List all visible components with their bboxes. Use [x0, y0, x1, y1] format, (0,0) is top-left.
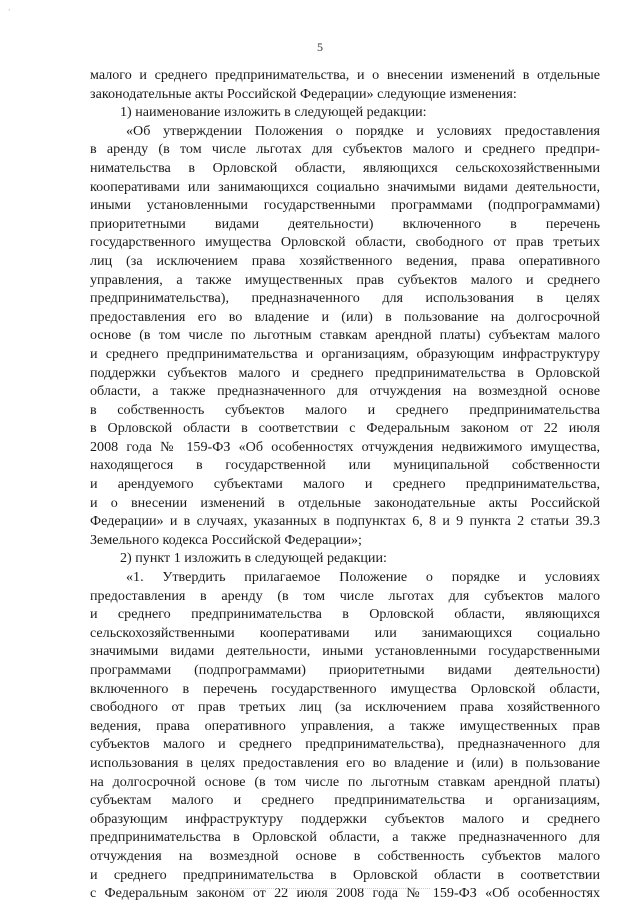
- text-line: свободного от прав третьих лиц (за исключением права хозяйственного: [90, 699, 600, 716]
- text-line: отчуждения на возмездной основе в собственность субъектов малого: [90, 847, 600, 864]
- text-line: с Федеральным законом от 22 июля 2008 года № 159-ФЗ «Об особенностях: [90, 885, 600, 902]
- text-line: основе (в том числе по льготным ставкам арендной платы) субъектам малого: [90, 327, 600, 344]
- text-line: «Об утверждении Положения о порядке и условиях предоставления: [126, 122, 600, 139]
- text-line: кооперативами или занимающихся социально значимыми видами деятельности,: [90, 178, 600, 195]
- text-line: сельскохозяйственными кооперативами или занимающихся социально: [90, 624, 600, 641]
- text-line: использования в целях предоставления его во владение и (или) в пользование: [90, 754, 600, 771]
- text-line: 2008 года № 159-ФЗ «Об особенностях отчуждения недвижимого имущества,: [90, 438, 600, 455]
- text-line: образующим инфраструктуру поддержки субъектов малого и среднего: [90, 810, 600, 827]
- text-line: лиц (за исключением права хозяйственного ведения, права оперативного: [90, 252, 600, 269]
- list-item-2: 2) пункт 1 изложить в следующей редакции:: [120, 550, 387, 567]
- text-line: малого и среднего предпринимательства, и о внесении изменений в отдельные: [90, 67, 600, 83]
- text-line: в аренду (в том числе льготах для субъектов малого и среднего предпри-: [90, 141, 600, 158]
- text-line: предпринимательства), предназначенного для использования в целях: [90, 290, 600, 307]
- text-line: Земельного кодекса Российской Федерации»;: [90, 531, 362, 548]
- text-line: ведения, права оперативного управления, а также имущественных прав: [90, 717, 600, 734]
- text-line: значимыми видами деятельности, иными установленными государственными: [90, 643, 600, 660]
- text-line: иными установленными государственными программами (подпрограммами): [90, 197, 600, 214]
- text-line: в собственность субъектов малого и среднего предпринимательства: [90, 401, 600, 418]
- text-line: субъектам малого и среднего предпринимательства и организациям,: [90, 792, 600, 809]
- text-line: приоритетными видами деятельности) включенного в перечень: [90, 215, 600, 232]
- text-line: и арендуемого субъектами малого и среднего предпринимательства,: [90, 476, 600, 493]
- text-line: предоставления в аренду (в том числе льготах для субъектов малого: [90, 587, 600, 604]
- text-line: субъектов малого и среднего предпринимательства), предназначенного для: [90, 736, 600, 753]
- text-line: предпринимательства в Орловской области, а также предназначенного для: [90, 829, 600, 846]
- text-line: находящегося в государственной или муниципальной собственности: [90, 457, 600, 474]
- corner-mark: ˊ: [8, 8, 11, 17]
- text-line: включенного в перечень государственного имущества Орловской области,: [90, 680, 600, 697]
- text-line: и среднего предпринимательства в Орловской области, являющихся: [90, 606, 600, 623]
- text-line: «1. Утвердить прилагаемое Положение о порядке и условиях: [126, 569, 600, 586]
- list-item-1: 1) наименование изложить в следующей редакции:: [120, 104, 427, 121]
- text-line: программами (подпрограммами) приоритетными видами деятельности): [90, 662, 600, 678]
- text-line: области, а также предназначенного для отчуждения на возмездной основе: [90, 383, 600, 400]
- document-body: [90, 66, 600, 903]
- text-line: Федерации» и в случаях, указанных в подпунктах 6, 8 и 9 пункта 2 статьи 39.3: [90, 513, 600, 530]
- text-line: в Орловской области в соответствии с Федеральным законом от 22 июля: [90, 420, 600, 437]
- text-line: управления, а также имущественных прав субъектов малого и среднего: [90, 271, 600, 288]
- text-line: поддержки субъектов малого и среднего предпринимательства в Орловской: [90, 364, 600, 381]
- text-line: нимательства в Орловской области, являющихся сельскохозяйственными: [90, 159, 600, 176]
- text-line: государственного имущества Орловской области, свободного от прав третьих: [90, 234, 600, 251]
- bottom-divider: [230, 888, 430, 889]
- text-line: предоставления его во владение и (или) в пользование на долгосрочной: [90, 308, 600, 325]
- text-line: и среднего предпринимательства в Орловской области в соответствии: [90, 866, 600, 883]
- page-number: 5: [317, 40, 323, 54]
- text-line: и о внесении изменений в отдельные законодательные акты Российской: [90, 494, 600, 511]
- text-line: законодательные акты Российской Федерации» следующие изменения:: [90, 85, 517, 102]
- text-line: и среднего предпринимательства и организациям, образующим инфраструктуру: [90, 345, 600, 362]
- text-line: на долгосрочной основе (в том числе по льготным ставкам арендной платы): [90, 773, 600, 790]
